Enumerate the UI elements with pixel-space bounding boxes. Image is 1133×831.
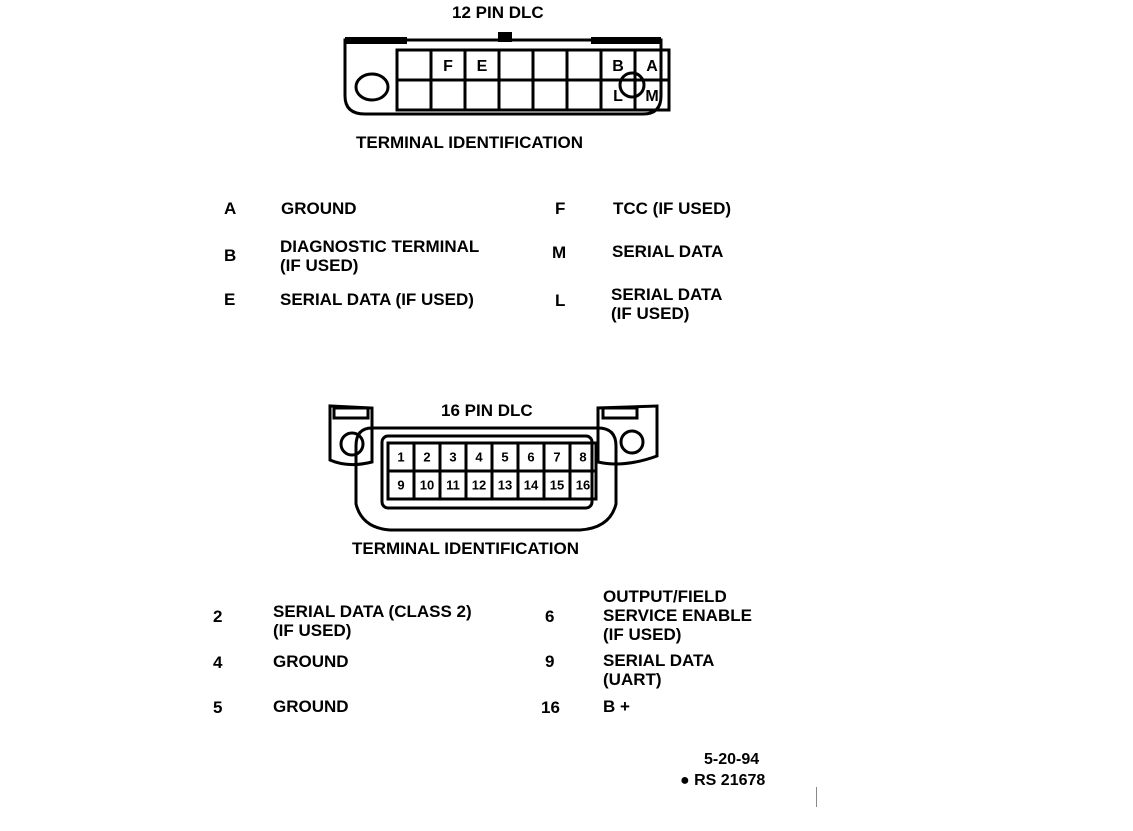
- dlc16-legend-desc-16: B +: [603, 697, 630, 716]
- dlc12-pin-cell: [499, 80, 533, 110]
- dlc16-pin-label: 16: [575, 477, 591, 493]
- footer-date: 5-20-94: [704, 751, 760, 768]
- dlc16-legend-desc-6: OUTPUT/FIELD SERVICE ENABLE (IF USED): [603, 587, 752, 644]
- dlc16-legend-pin-9: 9: [545, 652, 555, 671]
- dlc16-pin-label: 15: [549, 477, 565, 493]
- dlc16-legend-pin-16: 16: [541, 698, 560, 717]
- dlc16-legend-pin-6: 6: [545, 607, 555, 626]
- dlc12-legend-desc-f: TCC (IF USED): [613, 199, 732, 218]
- dlc16-pin-label: 14: [523, 477, 539, 493]
- dlc12-pin-label: L: [613, 87, 623, 105]
- dlc12-legend-desc-e: SERIAL DATA (IF USED): [280, 290, 474, 309]
- dlc12-pin-cell: [533, 80, 567, 110]
- dlc12-legend-desc-m: SERIAL DATA: [612, 242, 724, 261]
- dlc16-pin-label: 3: [449, 449, 457, 465]
- dlc16-legend-desc-4: GROUND: [273, 652, 349, 671]
- dlc12-legend-desc-a: GROUND: [281, 199, 357, 218]
- dlc12-pin-label: F: [443, 57, 453, 75]
- dlc12-pin-cell: [397, 80, 431, 110]
- dlc16-pin-grid: [388, 443, 596, 499]
- dlc16-pin-label: 5: [501, 449, 509, 465]
- dlc12-legend-pin-f: F: [555, 199, 566, 218]
- dlc12-legend-desc-b: DIAGNOSTIC TERMINAL (IF USED): [280, 237, 480, 275]
- dlc12-pin-label: M: [645, 87, 659, 105]
- dlc12-pin-cell: [567, 80, 601, 110]
- dlc16-title: 16 PIN DLC: [437, 401, 537, 421]
- dlc16-legend-desc-5: GROUND: [273, 697, 349, 716]
- dlc16-pin-label: 4: [475, 449, 483, 465]
- dlc16-pin-label: 11: [446, 477, 460, 493]
- dlc16-legend-pin-2: 2: [213, 607, 223, 626]
- dlc16-legend-pin-4: 4: [213, 653, 223, 672]
- dlc12-pin-cell: [567, 50, 601, 80]
- divider: [816, 787, 817, 807]
- dlc12-pin-cell: [465, 80, 499, 110]
- dlc12-legend-pin-b: B: [224, 246, 237, 265]
- dlc12-legend-pin-a: A: [224, 199, 237, 218]
- dlc12-connector-diagram: [335, 28, 675, 122]
- dlc16-legend-desc-9: SERIAL DATA (UART): [603, 651, 715, 689]
- dlc12-pin-cell: [431, 80, 465, 110]
- dlc16-pin-label: 8: [579, 449, 587, 465]
- dlc16-pin-label: 10: [419, 477, 435, 493]
- dlc12-pin-cell: [499, 50, 533, 80]
- dlc16-pin-label: 6: [527, 449, 535, 465]
- dlc16-pin-label: 1: [397, 449, 405, 465]
- dlc16-pin-label: 12: [471, 477, 487, 493]
- dlc12-legend-pin-e: E: [224, 290, 236, 309]
- dlc16-subtitle: TERMINAL IDENTIFICATION: [352, 539, 579, 558]
- dlc16-pin-label: 13: [497, 477, 513, 493]
- dlc16-pin-label: 9: [397, 477, 405, 493]
- dlc12-legend-desc-l: SERIAL DATA (IF USED): [611, 285, 723, 323]
- dlc12-title: 12 PIN DLC: [452, 3, 544, 22]
- dlc16-pin-label: 2: [423, 449, 431, 465]
- dlc12-pin-cell: [397, 50, 431, 80]
- dlc12-pin-label: E: [476, 57, 488, 75]
- dlc12-pin-grid: [397, 50, 669, 110]
- dlc16-legend-pin-5: 5: [213, 698, 223, 717]
- dlc12-legend-pin-m: M: [552, 243, 567, 262]
- footer-ref: ● RS 21678: [680, 772, 766, 789]
- dlc12-subtitle: TERMINAL IDENTIFICATION: [356, 133, 583, 152]
- bullet-icon: ●: [680, 772, 690, 789]
- dlc12-pin-cell: [533, 50, 567, 80]
- dlc12-pin-label: A: [646, 57, 658, 75]
- dlc12-legend-pin-l: L: [555, 291, 566, 310]
- dlc12-pin-label: B: [612, 57, 624, 75]
- dlc16-legend-desc-2: SERIAL DATA (CLASS 2) (IF USED): [273, 602, 472, 640]
- dlc16-pin-label: 7: [553, 449, 561, 465]
